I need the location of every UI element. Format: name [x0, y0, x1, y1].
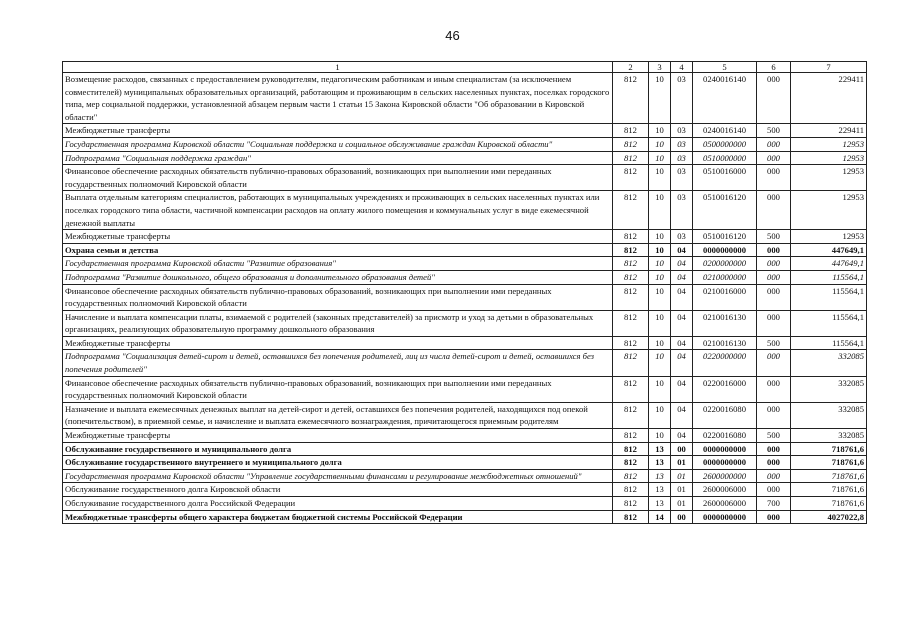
row-code-3: 10	[649, 230, 671, 244]
table-row	[63, 137, 867, 151]
row-amount: 332085	[791, 402, 867, 428]
row-name: Обслуживание государственного долга Российской Федерации	[63, 497, 613, 511]
row-code-6: 000	[757, 284, 791, 310]
row-code-6: 000	[757, 510, 791, 524]
row-code-5: 0510016120	[693, 191, 757, 230]
row-code-5: 0000000000	[693, 243, 757, 257]
row-amount: 718761,6	[791, 456, 867, 470]
row-code-5: 0210016130	[693, 336, 757, 350]
row-name: Государственная программа Кировской области "Развитие образования"	[63, 257, 613, 271]
row-amount: 115564,1	[791, 284, 867, 310]
row-code-6: 000	[757, 456, 791, 470]
row-code-4: 04	[671, 310, 693, 336]
row-code-3: 14	[649, 510, 671, 524]
row-code-4: 01	[671, 469, 693, 483]
row-amount: 332085	[791, 376, 867, 402]
row-code-3: 10	[649, 73, 671, 124]
table-row	[63, 336, 867, 350]
row-code-3: 13	[649, 442, 671, 456]
row-code-6: 000	[757, 310, 791, 336]
row-code-3: 13	[649, 469, 671, 483]
row-code-5: 0000000000	[693, 442, 757, 456]
row-amount: 447649,1	[791, 257, 867, 271]
row-code-4: 03	[671, 165, 693, 191]
row-code-5: 0510000000	[693, 151, 757, 165]
row-amount: 115564,1	[791, 270, 867, 284]
row-code-2: 812	[613, 284, 649, 310]
row-code-3: 10	[649, 243, 671, 257]
row-amount: 718761,6	[791, 497, 867, 511]
row-name: Межбюджетные трансферты	[63, 230, 613, 244]
row-code-2: 812	[613, 165, 649, 191]
row-code-3: 10	[649, 350, 671, 376]
row-code-2: 812	[613, 336, 649, 350]
row-amount: 12953	[791, 230, 867, 244]
row-code-3: 13	[649, 456, 671, 470]
table-row	[63, 73, 867, 124]
row-amount: 229411	[791, 73, 867, 124]
row-code-4: 01	[671, 456, 693, 470]
row-code-2: 812	[613, 191, 649, 230]
row-code-6: 000	[757, 350, 791, 376]
row-code-4: 04	[671, 350, 693, 376]
row-code-2: 812	[613, 469, 649, 483]
row-code-4: 03	[671, 124, 693, 138]
row-name: Обслуживание государственного внутреннего и муниципального долга	[63, 456, 613, 470]
table-row	[63, 151, 867, 165]
row-amount: 229411	[791, 124, 867, 138]
row-code-5: 2600006000	[693, 497, 757, 511]
row-code-3: 10	[649, 336, 671, 350]
row-amount: 12953	[791, 191, 867, 230]
row-code-4: 03	[671, 191, 693, 230]
row-code-2: 812	[613, 124, 649, 138]
row-name: Подпрограмма "Социализация детей-сирот и детей, оставшихся без попечения родителей, лиц из числа детей-сирот и детей, оставшихся без попечения родителей"	[63, 350, 613, 376]
table-row	[63, 350, 867, 376]
table-row	[63, 230, 867, 244]
row-code-6: 000	[757, 243, 791, 257]
row-code-6: 000	[757, 483, 791, 497]
row-code-4: 04	[671, 257, 693, 271]
row-name: Подпрограмма "Развитие дошкольного, общего образования и дополнительного образования детей"	[63, 270, 613, 284]
row-code-3: 10	[649, 124, 671, 138]
table-row	[63, 429, 867, 443]
table-row	[63, 402, 867, 428]
row-code-5: 0510016000	[693, 165, 757, 191]
row-code-2: 812	[613, 243, 649, 257]
column-header: 1	[63, 62, 613, 73]
table-row	[63, 456, 867, 470]
row-code-5: 0210016130	[693, 310, 757, 336]
row-code-6: 000	[757, 402, 791, 428]
table-row	[63, 124, 867, 138]
row-code-6: 500	[757, 336, 791, 350]
row-code-5: 0220016080	[693, 429, 757, 443]
row-code-6: 700	[757, 497, 791, 511]
row-name: Межбюджетные трансферты	[63, 336, 613, 350]
page-number: 46	[445, 28, 460, 43]
table-row	[63, 376, 867, 402]
table-row	[63, 191, 867, 230]
row-amount: 718761,6	[791, 442, 867, 456]
table-row	[63, 310, 867, 336]
row-code-5: 2600006000	[693, 483, 757, 497]
row-code-4: 03	[671, 73, 693, 124]
row-code-6: 000	[757, 270, 791, 284]
row-code-4: 03	[671, 137, 693, 151]
row-code-6: 000	[757, 151, 791, 165]
row-code-4: 03	[671, 230, 693, 244]
row-code-6: 000	[757, 73, 791, 124]
row-code-5: 2600000000	[693, 469, 757, 483]
row-code-4: 00	[671, 442, 693, 456]
row-code-2: 812	[613, 257, 649, 271]
row-code-3: 10	[649, 376, 671, 402]
table-row	[63, 284, 867, 310]
row-code-5: 0000000000	[693, 456, 757, 470]
row-code-2: 812	[613, 270, 649, 284]
row-code-6: 000	[757, 442, 791, 456]
row-code-2: 812	[613, 310, 649, 336]
row-code-5: 0220000000	[693, 350, 757, 376]
column-header: 4	[671, 62, 693, 73]
row-code-5: 0210000000	[693, 270, 757, 284]
row-code-6: 500	[757, 230, 791, 244]
row-code-2: 812	[613, 497, 649, 511]
row-code-6: 000	[757, 191, 791, 230]
row-code-2: 812	[613, 376, 649, 402]
row-code-2: 812	[613, 402, 649, 428]
row-amount: 12953	[791, 137, 867, 151]
row-name: Финансовое обеспечение расходных обязательств публично-правовых образований, возникающих при выполнении ими переданных государственных полномочий Кировской области	[63, 376, 613, 402]
row-code-2: 812	[613, 350, 649, 376]
column-header: 2	[613, 62, 649, 73]
row-name: Охрана семьи и детства	[63, 243, 613, 257]
row-name: Обслуживание государственного долга Кировской области	[63, 483, 613, 497]
table-header-row	[63, 62, 867, 73]
row-code-2: 812	[613, 73, 649, 124]
table-row	[63, 469, 867, 483]
row-name: Межбюджетные трансферты	[63, 124, 613, 138]
table-row	[63, 165, 867, 191]
row-code-3: 10	[649, 165, 671, 191]
table-row	[63, 442, 867, 456]
row-code-2: 812	[613, 137, 649, 151]
row-amount: 12953	[791, 151, 867, 165]
row-code-4: 01	[671, 497, 693, 511]
row-code-6: 000	[757, 165, 791, 191]
row-amount: 332085	[791, 429, 867, 443]
row-name: Государственная программа Кировской области "Управление государственными финансами и регулирование межбюджетных отношений"	[63, 469, 613, 483]
table-row	[63, 483, 867, 497]
row-name: Обслуживание государственного и муниципального долга	[63, 442, 613, 456]
row-code-5: 0510016120	[693, 230, 757, 244]
column-header: 6	[757, 62, 791, 73]
row-code-3: 13	[649, 483, 671, 497]
row-code-5: 0240016140	[693, 73, 757, 124]
column-header: 3	[649, 62, 671, 73]
row-amount: 718761,6	[791, 469, 867, 483]
row-name: Возмещение расходов, связанных с предоставлением руководителям, педагогическим работникам и иным специалистам (за исключением совместителей) муниципальных образовательных организаций, работающим и проживающим в сельских населенных пунктах, поселках городского типа, мер социальной поддержки, установленной абзацем первым части 1 статьи 15 Закона Кировской области "Об образовании в Кировской области"	[63, 73, 613, 124]
row-code-6: 000	[757, 137, 791, 151]
table-row	[63, 243, 867, 257]
row-code-6: 000	[757, 257, 791, 271]
row-code-3: 10	[649, 191, 671, 230]
row-code-6: 000	[757, 376, 791, 402]
table-row	[63, 510, 867, 524]
row-code-4: 04	[671, 429, 693, 443]
row-code-3: 10	[649, 284, 671, 310]
row-code-5: 0000000000	[693, 510, 757, 524]
budget-table	[62, 61, 867, 524]
row-code-6: 500	[757, 429, 791, 443]
row-code-5: 0220016000	[693, 376, 757, 402]
row-code-3: 10	[649, 257, 671, 271]
row-amount: 115564,1	[791, 310, 867, 336]
row-code-4: 04	[671, 270, 693, 284]
row-amount: 447649,1	[791, 243, 867, 257]
row-code-2: 812	[613, 510, 649, 524]
row-code-5: 0500000000	[693, 137, 757, 151]
row-name: Межбюджетные трансферты	[63, 429, 613, 443]
row-code-6: 500	[757, 124, 791, 138]
row-code-3: 13	[649, 497, 671, 511]
row-code-2: 812	[613, 456, 649, 470]
column-header: 7	[791, 62, 867, 73]
row-code-2: 812	[613, 483, 649, 497]
table-row	[63, 257, 867, 271]
row-code-2: 812	[613, 230, 649, 244]
row-amount: 115564,1	[791, 336, 867, 350]
row-code-5: 0210016000	[693, 284, 757, 310]
row-name: Финансовое обеспечение расходных обязательств публично-правовых образований, возникающих при выполнении ими переданных государственных полномочий Кировской области	[63, 284, 613, 310]
row-amount: 12953	[791, 165, 867, 191]
row-code-4: 04	[671, 284, 693, 310]
row-amount: 4027022,8	[791, 510, 867, 524]
row-code-3: 10	[649, 310, 671, 336]
row-code-4: 03	[671, 151, 693, 165]
row-name: Начисление и выплата компенсации платы, взимаемой с родителей (законных представителей) за присмотр и уход за детьми в образовательных организациях, реализующих образовательную программу дошкольного образования	[63, 310, 613, 336]
row-name: Межбюджетные трансферты общего характера бюджетам бюджетной системы Российской Федерации	[63, 510, 613, 524]
row-code-4: 04	[671, 402, 693, 428]
row-name: Финансовое обеспечение расходных обязательств публично-правовых образований, возникающих при выполнении ими переданных государственных полномочий Кировской области	[63, 165, 613, 191]
row-amount: 718761,6	[791, 483, 867, 497]
row-code-3: 10	[649, 137, 671, 151]
row-code-4: 04	[671, 376, 693, 402]
row-code-5: 0220016080	[693, 402, 757, 428]
row-code-4: 04	[671, 336, 693, 350]
row-name: Выплата отдельным категориям специалистов, работающих в муниципальных учреждениях и проживающих в сельских населенных пунктах или поселках городского типа области, частичной компенсации расходов на оплату жилого помещения и коммунальных услуг в виде ежемесячной денежной выплаты	[63, 191, 613, 230]
row-code-2: 812	[613, 442, 649, 456]
row-code-2: 812	[613, 151, 649, 165]
row-code-3: 10	[649, 402, 671, 428]
row-code-2: 812	[613, 429, 649, 443]
row-amount: 332085	[791, 350, 867, 376]
row-code-3: 10	[649, 151, 671, 165]
row-name: Назначение и выплата ежемесячных денежных выплат на детей-сирот и детей, оставшихся без попечения родителей, находящихся под опекой (попечительством), в приемной семье, и начисление и выплата ежемесячного вознаграждения, причитающегося приемным родителям	[63, 402, 613, 428]
table-row	[63, 270, 867, 284]
row-code-4: 04	[671, 243, 693, 257]
row-code-4: 00	[671, 510, 693, 524]
row-code-5: 0240016140	[693, 124, 757, 138]
row-code-3: 10	[649, 270, 671, 284]
row-code-6: 000	[757, 469, 791, 483]
row-code-4: 01	[671, 483, 693, 497]
row-code-5: 0200000000	[693, 257, 757, 271]
table-row	[63, 497, 867, 511]
column-header: 5	[693, 62, 757, 73]
row-name: Подпрограмма "Социальная поддержка граждан"	[63, 151, 613, 165]
row-code-3: 10	[649, 429, 671, 443]
row-name: Государственная программа Кировской области "Социальная поддержка и социальное обслуживание граждан Кировской области"	[63, 137, 613, 151]
